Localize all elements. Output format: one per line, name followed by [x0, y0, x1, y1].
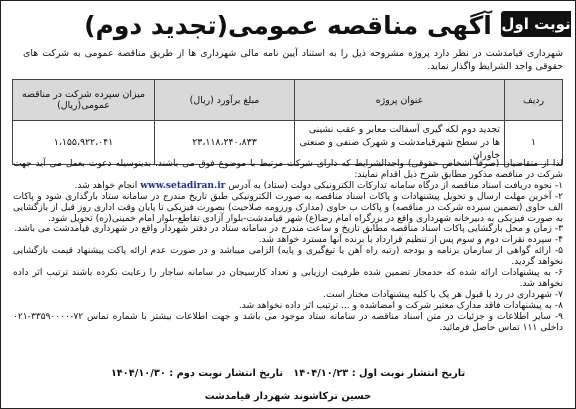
- condition-item-7: ۷- شهرداری در رد یا قبول هر یک یا کلیه پیشنهادات مختار است.: [323, 289, 563, 300]
- publication-dates: [13, 368, 563, 379]
- condition-item-3: ۳- زمان و محل بازگشایی پاکات اسناد مناقصه مطابق تاریخ و ساعت مندرج در سامانه ستاد در دفتر شهردار واقع در شهرداری قیامدشت می باشد.: [14, 224, 563, 235]
- publication-round-badge: نوبت اول: [501, 11, 571, 37]
- table-row: [13, 121, 563, 165]
- cell-project-title: تجدید دوم لکه گیری آسفالت معابر و عقب نشینی ها در سطح شهرقیامدشت و شهرک صنفی و صنعتی خاوران: [295, 121, 505, 165]
- tender-table: [12, 79, 563, 165]
- col-header-row-number: ردیف: [505, 80, 563, 121]
- cell-deposit: ۱،۱۵۵،۹۲۲،۰۴۱: [13, 121, 155, 165]
- condition-1-text: ۱- نحوه دریافت اسناد مناقصه از درگاه سامانه تدارکات الکترونیکی دولت (ستاد) به آدرس: [228, 180, 563, 191]
- table-header-row: [13, 80, 563, 121]
- cell-row-number: ۱: [505, 121, 563, 165]
- condition-item-4: ۴- سپرده نقرات دوم و سوم پس از تنظیم قرارداد با برنده آنها مسترد خواهد شد.: [258, 235, 563, 246]
- first-round-date: ۱۴۰۴/۱۰/۲۳: [293, 368, 349, 379]
- conditions-list: [13, 159, 563, 334]
- col-header-deposit: میزان سپرده شرکت در مناقصه عمومی(ریال): [13, 80, 155, 121]
- condition-1-suffix: انجام خواهد شد.: [74, 180, 138, 191]
- condition-item-5: ۵- ارائه گواهی از سازمان برنامه و بودجه (رتبه راه آهن یا تیغ‌گیری و پایه) الزامی میباشد و در صورت عدم ارائه پاکت پیشنهاد قیمت بازگشایی نخواهد گردید.: [13, 246, 563, 268]
- condition-item-9: ۹- سایر اطلاعات و جزئیات در متن اسناد مناقصه در سامانه ستاد موجود می باشد و جهت اطلاعات بیشتر با شماره تماس ۷۲-۳۳۵۹۰۰۰۰-۰۲۱ داخلی ۱۱۱ تماس حاصل فرمائید.: [13, 311, 563, 333]
- second-round-date: ۱۴۰۴/۱۰/۳۰: [110, 368, 166, 379]
- condition-item-1: [13, 181, 563, 192]
- col-header-project-title: عنوان پروژه: [295, 80, 505, 121]
- conditions-lead: لذا از متقاضیان (صرفاً اشخاص حقوقی) واجدالشرایط که دارای شرکت مرتبط با موضوع فوق می باشند، بدینوسیله دعوت بعمل می آید جهت شرکت در مناقصه مذکور مطابق شرح ذیل اقدام نمایند:: [13, 159, 563, 180]
- cell-estimate: ۲۳،۱۱۸،۲۴۰،۸۳۳: [155, 121, 295, 165]
- setad-website-link[interactable]: www.setadiran.ir: [140, 179, 226, 191]
- condition-item-6: ۶- به پیشنهادات ارائه شده که حدمجاز تضمین شده ظرفیت ارزیابی و تعداد کارسیجان در سامانه ساجار را رعایت نکرده باشند ترتیب اثر داده نخواهد شد.: [13, 268, 563, 289]
- second-round-date-label: تاریخ انتشار نوبت دوم :: [169, 368, 284, 379]
- intro-paragraph: شهرداری قیامدشت در نظر دارد پروژه مشروحه ذیل را به استناد آیین نامه مالی شهرداری ها از طریق مناقصه عمومی به شرکت های حقوقی واجد الشرایط واگذار نماید.: [23, 48, 563, 72]
- mayor-signature: حسین ترکاشوند شهردار قیامدشت: [204, 391, 372, 402]
- first-round-date-label: تاریخ انتشار نوبت اول :: [351, 368, 466, 379]
- condition-item-8: ۸- به پیشنهادات فاقد مدارک معتبر شرکت و امضاشده و ... ترتیب اثر داده نخواهد شد.: [238, 300, 563, 311]
- notice-title: آگهی مناقصه عمومی(تجدید دوم): [84, 10, 492, 40]
- col-header-estimate: مبلغ برآورد (ریال): [155, 80, 295, 121]
- condition-item-2: ۲- آخرین مهلت ارسال و تحویل پیشنهادات و پاکات اسناد مناقصه به صورت الکترونیکی طبق تاریخ مندرج در سامانه ستاد بارگذاری شود و پاکات الف حاوی (تضمین سپرده شرکت در مناقصه) و پاکات ب حاوی (مدارک ورزومه صلاحیت) بصورت فیزیکی تا پایان وقت اداری روز قبل از بازگشایی به صورت فیزیکی به دبیرخانه شهرداری واقع در بزرگراه امام رضا(ع) شهر قیامدشت-بلوار آزادی تقاطع-بلوار امام خمینی(ره) تحویل شود.: [13, 191, 563, 224]
